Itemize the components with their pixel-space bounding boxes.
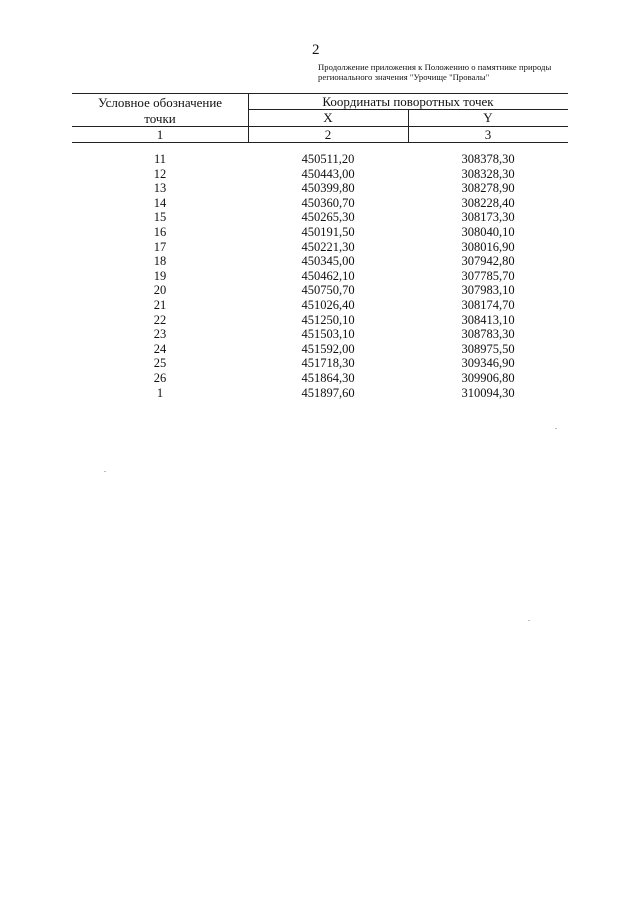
table-row <box>72 371 568 386</box>
y-coordinate-cell: 308174,70 <box>461 297 515 312</box>
y-coordinate-cell: 309346,90 <box>461 356 515 371</box>
x-coordinate-cell: 451897,60 <box>301 385 355 400</box>
scan-speck <box>104 471 106 472</box>
table-row <box>72 254 568 269</box>
y-coordinate-cell: 308228,40 <box>461 195 515 210</box>
y-coordinate-cell: 307785,70 <box>461 268 515 283</box>
table-row <box>72 152 568 167</box>
x-coordinate-cell: 451718,30 <box>301 356 355 371</box>
x-coordinate-cell: 450399,80 <box>301 181 355 196</box>
point-cell: 15 <box>153 210 167 225</box>
point-cell: 1 <box>156 385 164 400</box>
point-cell: 19 <box>153 268 167 283</box>
y-coordinate-cell: 308278,90 <box>461 181 515 196</box>
table-row <box>72 327 568 342</box>
table-row <box>72 298 568 313</box>
table-row <box>72 283 568 298</box>
x-coordinate-cell: 451864,30 <box>301 370 355 385</box>
point-cell: 13 <box>153 181 167 196</box>
x-coordinate-cell: 450265,30 <box>301 210 355 225</box>
header-note-line-2: регионального значения "Урочище "Провалы" <box>318 72 490 82</box>
table-row <box>72 225 568 240</box>
point-cell: 22 <box>153 312 167 327</box>
col2-number: 2 <box>324 127 332 142</box>
table-row <box>72 210 568 225</box>
header-note-line-1: Продолжение приложения к Положению о памятнике природы <box>318 62 552 72</box>
x-coordinate-cell: 451250,10 <box>301 312 355 327</box>
table-row <box>72 269 568 284</box>
table-header <box>72 93 568 143</box>
point-cell: 18 <box>153 254 167 269</box>
y-coordinate-cell: 308040,10 <box>461 224 515 239</box>
point-cell: 17 <box>153 239 167 254</box>
y-coordinate-cell: 309906,80 <box>461 370 515 385</box>
point-cell: 26 <box>153 370 167 385</box>
x-coordinate-cell: 450360,70 <box>301 195 355 210</box>
coords-header: Координаты поворотных точек <box>322 94 494 109</box>
col3-header: Y <box>483 110 493 125</box>
point-cell: 25 <box>153 356 167 371</box>
y-coordinate-cell: 308378,30 <box>461 152 515 166</box>
y-coordinate-cell: 310094,30 <box>461 385 515 400</box>
col1-header-line-2: точки <box>144 111 176 126</box>
col2-header: X <box>323 110 333 125</box>
point-cell: 21 <box>153 297 167 312</box>
x-coordinate-cell: 450345,00 <box>301 254 355 269</box>
x-coordinate-cell: 450443,00 <box>301 166 355 181</box>
point-cell: 14 <box>153 195 167 210</box>
y-coordinate-cell: 308975,50 <box>461 341 515 356</box>
y-coordinate-cell: 308173,30 <box>461 210 515 225</box>
y-coordinate-cell: 308413,10 <box>461 312 515 327</box>
y-coordinate-cell: 308328,30 <box>461 166 515 181</box>
x-coordinate-cell: 450511,20 <box>301 152 355 166</box>
table-body <box>72 152 568 400</box>
x-coordinate-cell: 450191,50 <box>301 224 355 239</box>
table-row <box>72 386 568 401</box>
point-cell: 12 <box>153 166 167 181</box>
table-row <box>72 181 568 196</box>
y-coordinate-cell: 307942,80 <box>461 254 515 269</box>
scan-speck <box>555 428 557 429</box>
table-row <box>72 356 568 371</box>
header-note <box>318 62 578 82</box>
y-coordinate-cell: 308016,90 <box>461 239 515 254</box>
y-coordinate-cell: 308783,30 <box>461 327 515 342</box>
x-coordinate-cell: 450750,70 <box>301 283 355 298</box>
point-cell: 16 <box>153 224 167 239</box>
scan-speck <box>528 620 530 621</box>
y-coordinate-cell: 307983,10 <box>461 283 515 298</box>
page-number: 2 <box>312 42 320 58</box>
table-row <box>72 240 568 255</box>
col1-number: 1 <box>156 127 164 142</box>
point-cell: 24 <box>153 341 167 356</box>
x-coordinate-cell: 450462,10 <box>301 268 355 283</box>
x-coordinate-cell: 451503,10 <box>301 327 355 342</box>
point-cell: 20 <box>153 283 167 298</box>
table-row <box>72 313 568 328</box>
table-row <box>72 196 568 211</box>
table-row <box>72 167 568 182</box>
x-coordinate-cell: 451592,00 <box>301 341 355 356</box>
col3-number: 3 <box>484 127 492 142</box>
table-row <box>72 342 568 357</box>
x-coordinate-cell: 451026,40 <box>301 297 355 312</box>
x-coordinate-cell: 450221,30 <box>301 239 355 254</box>
point-cell: 23 <box>153 327 167 342</box>
col1-header-line-1: Условное обозначение <box>97 95 223 110</box>
point-cell: 11 <box>153 152 167 166</box>
